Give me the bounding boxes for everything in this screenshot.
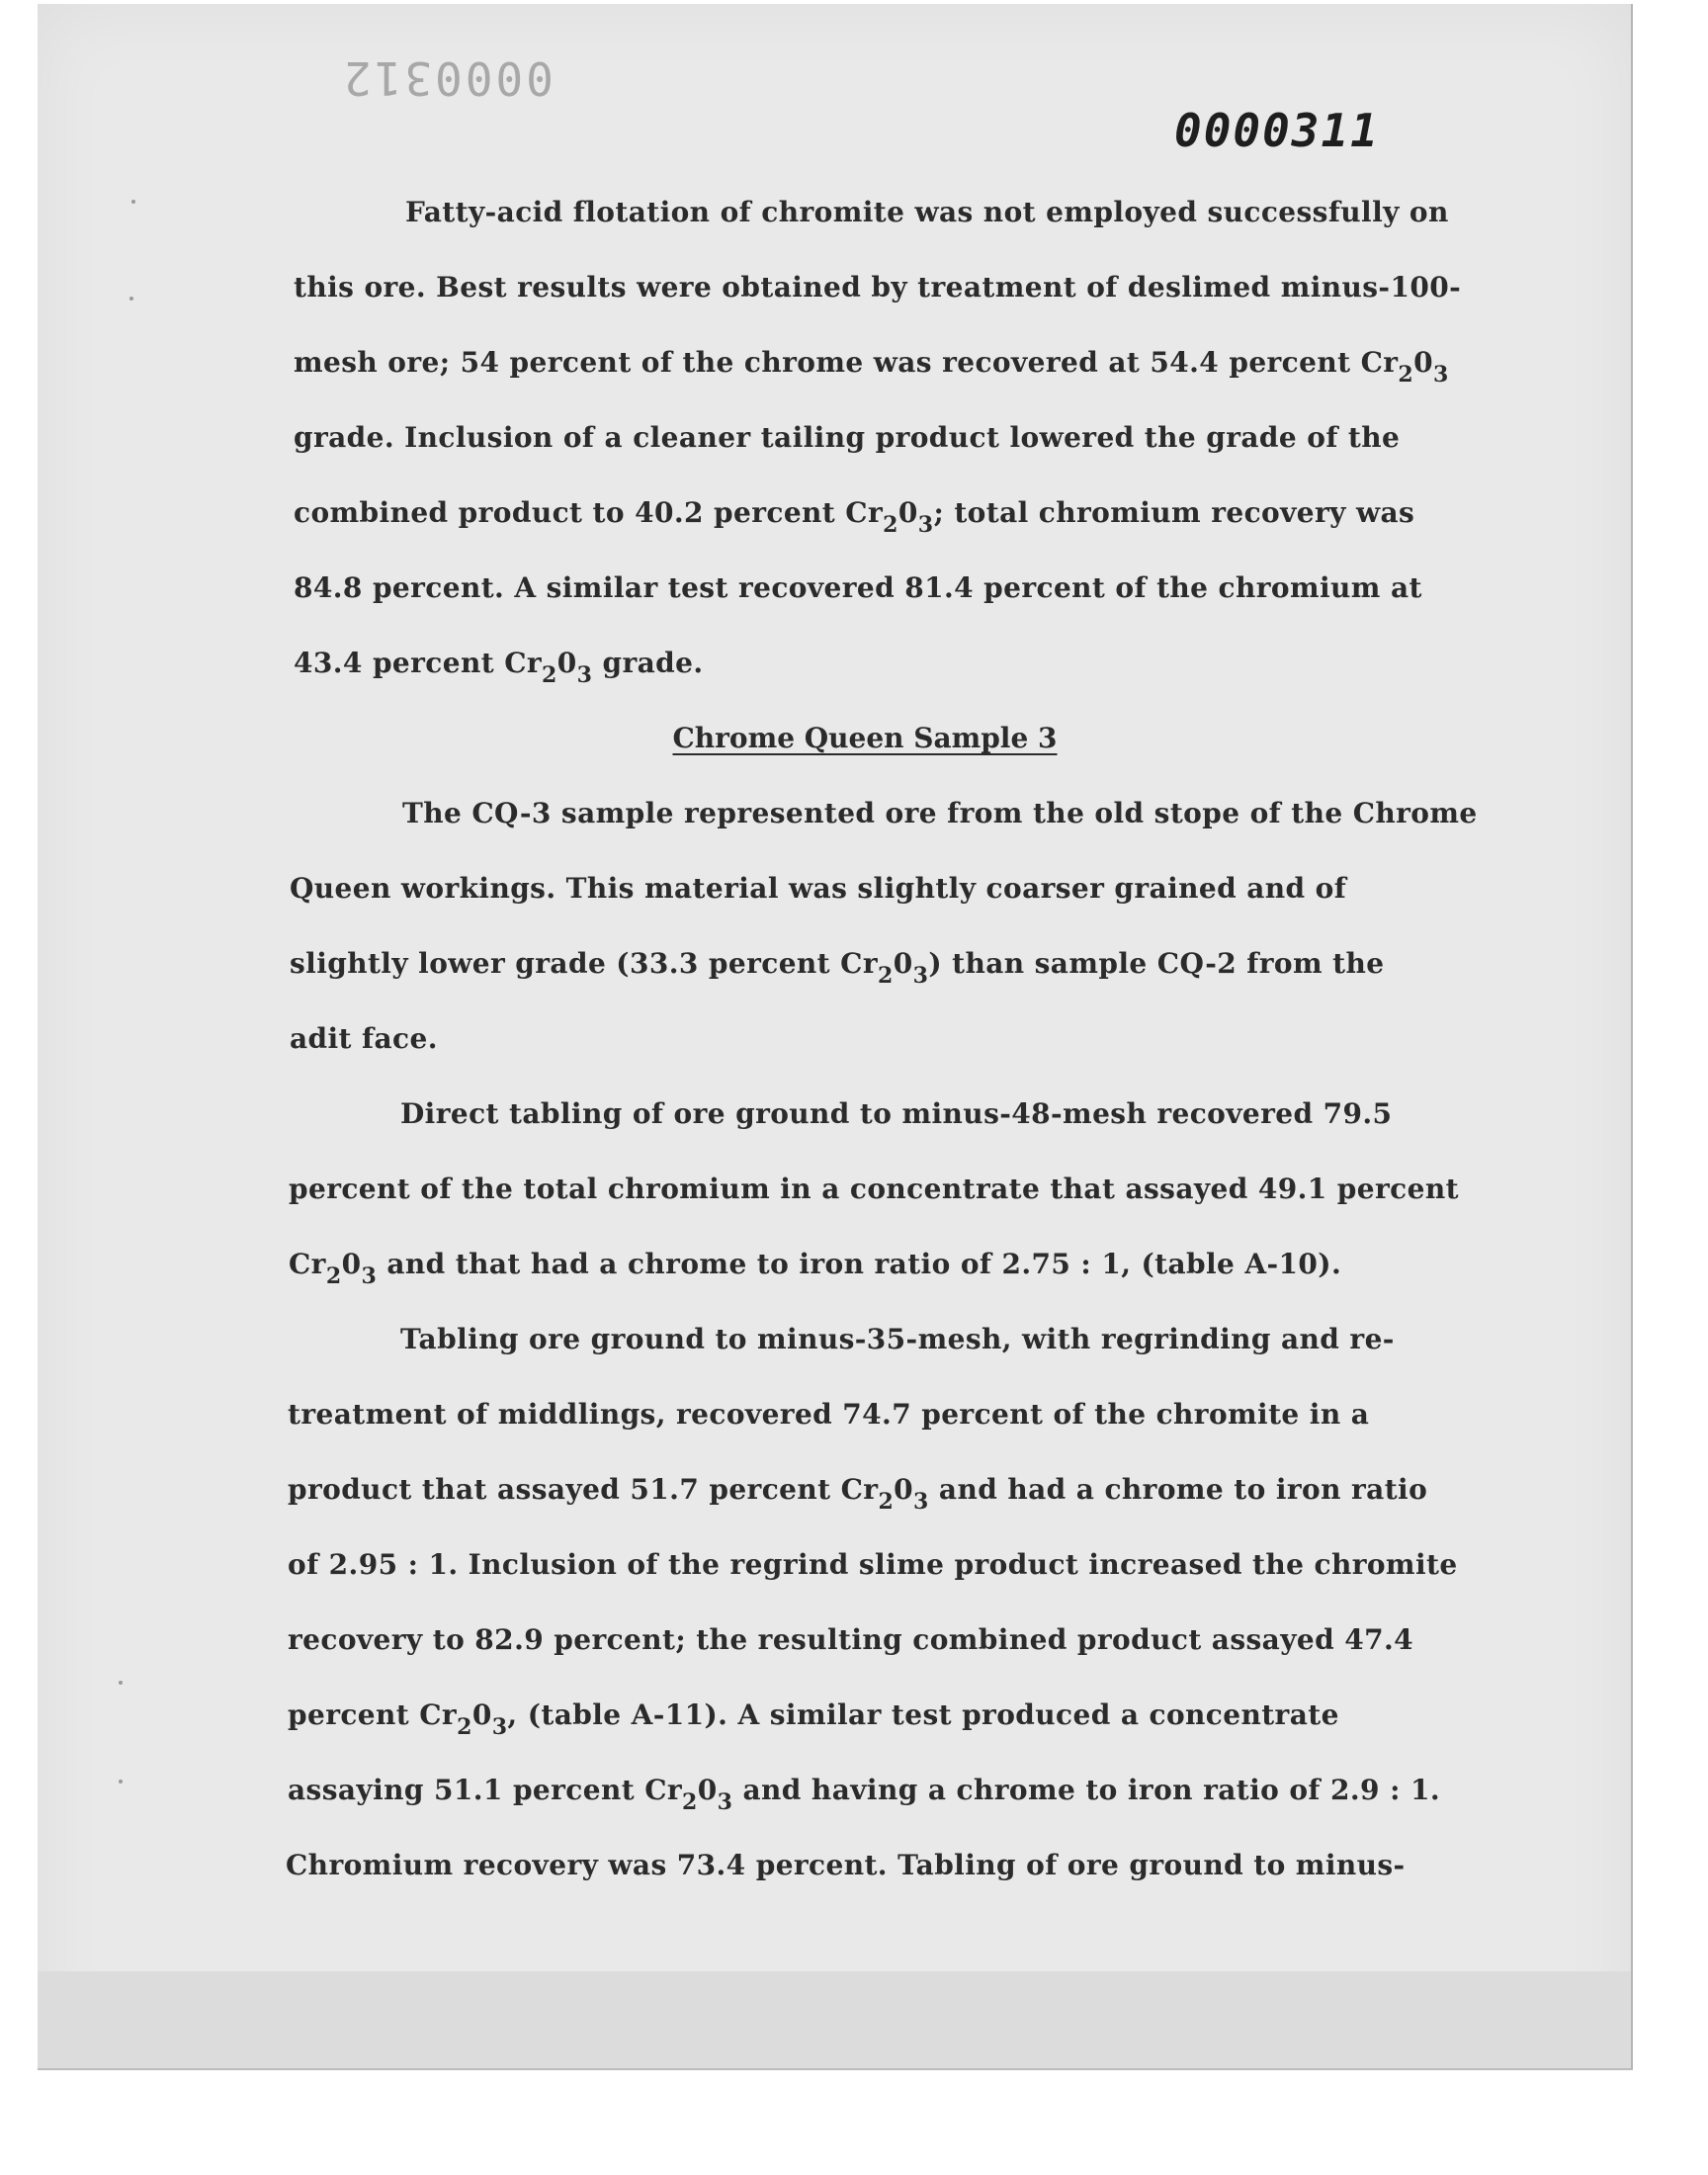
formula-subscript: 3	[361, 1263, 378, 1289]
text-line	[290, 947, 1385, 989]
text-segment: 0	[697, 1774, 718, 1806]
text-line	[294, 647, 704, 688]
formula-subscript: 3	[576, 662, 593, 688]
formula-subscript: 3	[917, 512, 934, 538]
text-segment: and had a chrome to iron ratio	[928, 1473, 1428, 1506]
formula-subscript: 2	[877, 963, 894, 989]
text-line	[288, 1774, 1440, 1815]
text-segment: 0	[893, 947, 913, 980]
formula-subscript: 2	[1398, 362, 1414, 388]
text-line	[289, 1248, 1342, 1289]
formula-subscript: 3	[717, 1789, 733, 1815]
text-line: this ore. Best results were obtained by treatment of deslimed minus-100-	[294, 271, 1462, 304]
formula-subscript: 2	[325, 1263, 342, 1289]
text-segment: , (table A-11). A similar test produced a concentrate	[507, 1698, 1339, 1731]
scan-speck	[119, 1681, 123, 1685]
text-line: grade. Inclusion of a cleaner tailing product lowered the grade of the	[294, 421, 1401, 454]
text-segment: 0	[471, 1698, 492, 1731]
text-segment: and that had a chrome to iron ratio of 2.75 : 1, (table A-10).	[377, 1248, 1342, 1280]
formula-subscript: 2	[682, 1789, 698, 1815]
text-line: Tabling ore ground to minus-35-mesh, with regrinding and re-	[400, 1323, 1395, 1355]
formula-subscript: 3	[1433, 362, 1449, 388]
text-segment: 0	[894, 1473, 914, 1506]
text-line: Fatty-acid flotation of chromite was not employed successfully on	[405, 196, 1449, 228]
formula-subscript: 3	[491, 1714, 508, 1740]
page-bottom-shading	[38, 1971, 1631, 2068]
text-segment: and having a chrome to iron ratio of 2.9 : 1.	[732, 1774, 1440, 1806]
section-heading-text: Chrome Queen Sample 3	[672, 722, 1058, 754]
text-segment: 0	[897, 496, 918, 529]
text-line	[294, 346, 1449, 388]
text-line: percent of the total chromium in a concentrate that assayed 49.1 percent	[289, 1173, 1459, 1205]
text-segment: combined product to 40.2 percent Cr	[294, 496, 884, 529]
text-line: treatment of middlings, recovered 74.7 percent of the chromite in a	[288, 1398, 1370, 1431]
text-line: Direct tabling of ore ground to minus-48-mesh recovered 79.5	[400, 1097, 1393, 1130]
text-segment: Cr	[289, 1248, 326, 1280]
text-line: Queen workings. This material was slightly coarser grained and of	[290, 872, 1347, 905]
text-line: Chromium recovery was 73.4 percent. Tabling of ore ground to minus-	[286, 1849, 1406, 1881]
scan-speck	[129, 297, 133, 301]
text-line: of 2.95 : 1. Inclusion of the regrind slime product increased the chromite	[288, 1548, 1458, 1581]
text-segment: assaying 51.1 percent Cr	[288, 1774, 683, 1806]
text-line	[288, 1698, 1339, 1740]
text-line: recovery to 82.9 percent; the resulting combined product assayed 47.4	[288, 1623, 1414, 1656]
text-segment: product that assayed 51.7 percent Cr	[288, 1473, 879, 1506]
formula-subscript: 3	[912, 963, 929, 989]
text-segment: mesh ore; 54 percent of the chrome was recovered at 54.4 percent Cr	[294, 346, 1399, 379]
formula-subscript: 2	[883, 512, 898, 538]
text-line	[294, 496, 1415, 538]
document-page	[38, 4, 1633, 2070]
text-line	[288, 1473, 1428, 1515]
section-heading	[0, 722, 1708, 754]
text-segment: percent Cr	[288, 1698, 458, 1731]
text-segment: 0	[341, 1248, 362, 1280]
text-line: 84.8 percent. A similar test recovered 81.4 percent of the chromium at	[294, 571, 1422, 604]
text-segment: 43.4 percent Cr	[294, 647, 543, 679]
text-segment: slightly lower grade (33.3 percent Cr	[290, 947, 878, 980]
formula-subscript: 3	[913, 1489, 929, 1515]
scan-speck	[131, 200, 135, 204]
text-line: adit face.	[290, 1022, 438, 1055]
formula-subscript: 2	[457, 1714, 472, 1740]
page-number-stamp: 0000311	[1174, 104, 1380, 157]
formula-subscript: 2	[542, 662, 557, 688]
text-segment: ) than sample CQ-2 from the	[928, 947, 1385, 980]
text-segment: 0	[556, 647, 577, 679]
text-segment: grade.	[592, 647, 704, 679]
formula-subscript: 2	[878, 1489, 895, 1515]
text-segment: 0	[1413, 346, 1434, 379]
text-line: The CQ-3 sample represented ore from the old stope of the Chrome	[402, 797, 1478, 829]
faint-bleedthrough-stamp: 0000312	[341, 51, 554, 105]
scan-speck	[119, 1780, 123, 1784]
text-segment: ; total chromium recovery was	[933, 496, 1415, 529]
